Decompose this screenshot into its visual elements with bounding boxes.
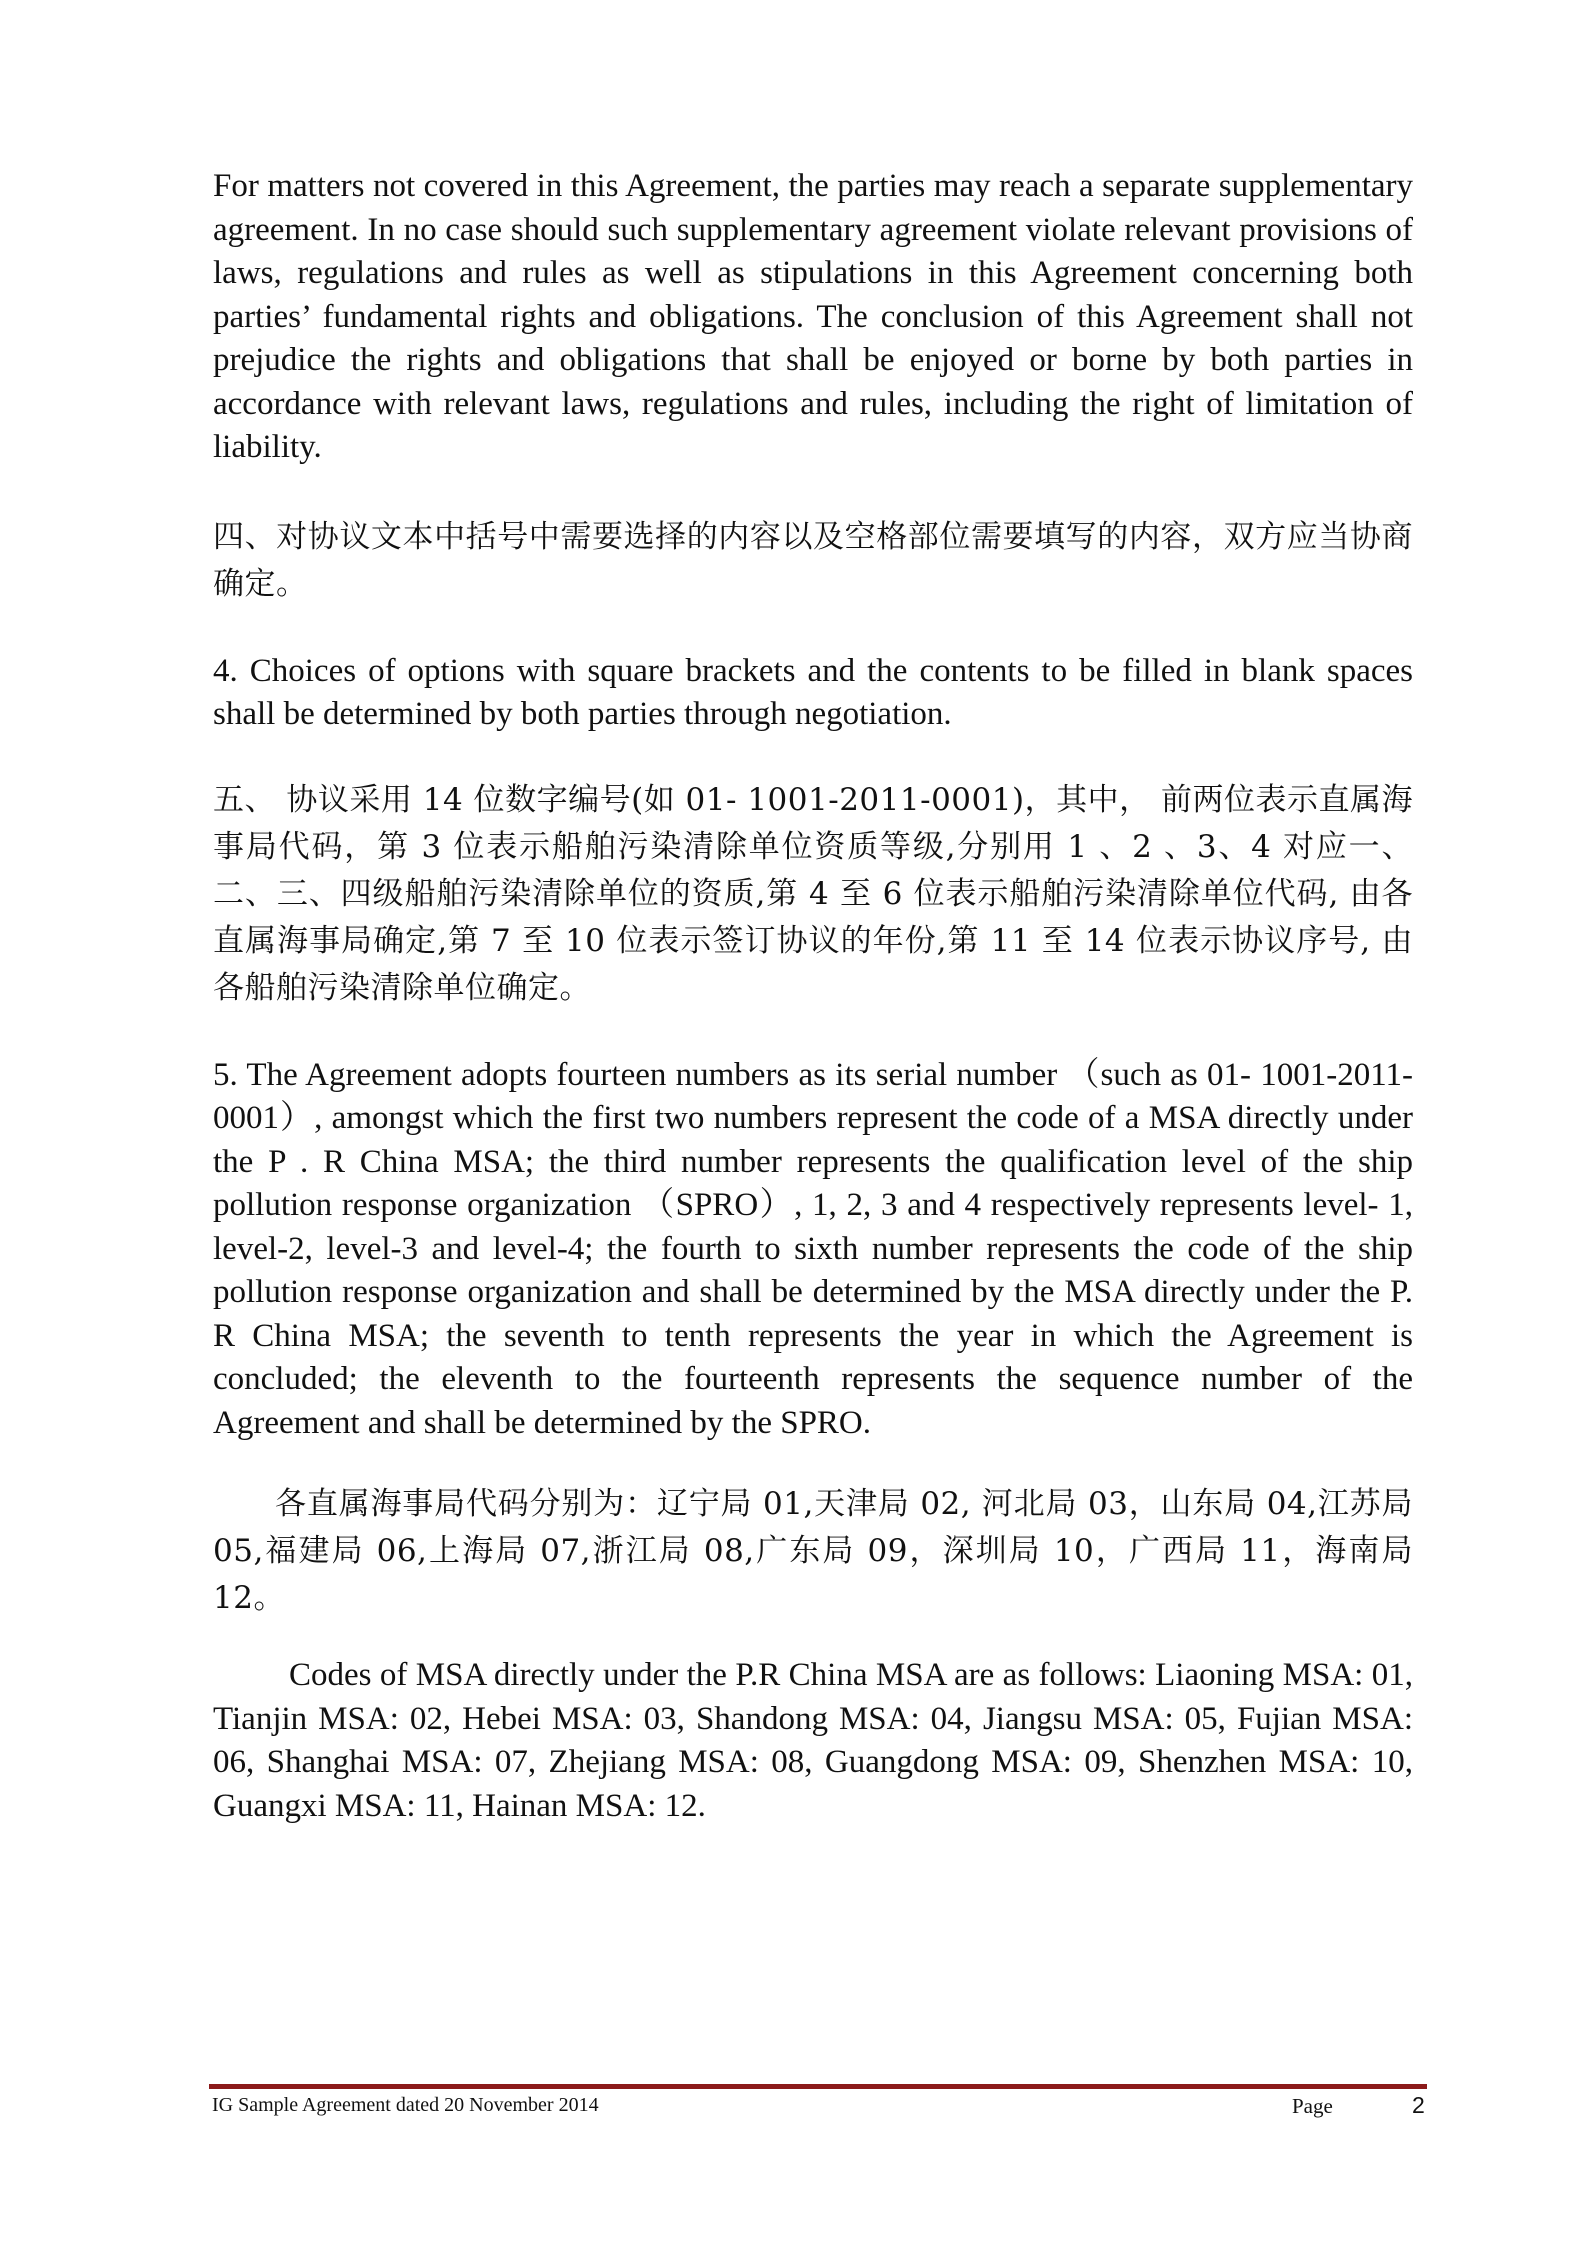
paragraph-zh-msa-codes: 各直属海事局代码分别为：辽宁局 01,天津局 02, 河北局 03，山东局 04,江苏局 05,福建局 06,上海局 07,浙江局 08,广东局 09，深圳局 10，广西局 11，海南局 12。 [213, 1486, 1413, 1616]
paragraph-en-section-5: 5. The Agreement adopts fourteen numbers as its serial number （such as 01- 1001-2011-0001）, amongst which the first two numbers represent the code of a MSA directly under the P . R China MSA; the third number represents the qualification level of the ship pollution response organization （SPRO）, 1, 2, 3 and 4 respectively represents level- 1, level-2, level-3 and level-4; the fourth to sixth number represents the code of the ship pollution response organization and shall be determined by the MSA directly under the P. R China MSA; the seventh to tenth represents the year in which the Agreement is concluded; the eleventh to the fourteenth represents the sequence number of the Agreement and shall be determined by the SPRO. [213, 1056, 1413, 1441]
footer-document-title: IG Sample Agreement dated 20 November 2014 [212, 2094, 599, 2116]
paragraph-en-section-4: 4. Choices of options with square brackets and the contents to be filled in blank spaces shall be determined by both parties through negotiation. [213, 652, 1413, 732]
paragraph-zh-section-5: 五、 协议采用 14 位数字编号(如 01- 1001-2011-0001)，其中， 前两位表示直属海事局代码，第 3 位表示船舶污染清除单位资质等级,分别用 1 、2 、3、4 对应一、二、三、四级船舶污染清除单位的资质,第 4 至 6 位表示船舶污染清除单位代码, 由各直属海事局确定,第 7 至 10 位表示签订协议的年份,第 11 至 14 位表示协议序号, 由各船舶污染清除单位确定。 [213, 781, 1413, 1006]
document-body [213, 165, 1413, 1828]
footer-page-number: 2 [1412, 2092, 1425, 2118]
footer-page-label: Page [1292, 2094, 1333, 2118]
paragraph-en-msa-codes: Codes of MSA directly under the P.R China MSA are as follows: Liaoning MSA: 01, Tianjin MSA: 02, Hebei MSA: 03, Shandong MSA: 04, Jiangsu MSA: 05, Fujian MSA: 06, Shanghai MSA: 07, Zhejiang MSA: 08, Guangdong MSA: 09, Shenzhen MSA: 10, Guangxi MSA: 11, Hainan MSA: 12. [213, 1657, 1413, 1824]
paragraph-supplementary-agreement: For matters not covered in this Agreement, the parties may reach a separate supplementary agreement. In no case should such supplementary agreement violate relevant provisions of laws, regulations and rules as well as stipulations in this Agreement concerning both parties’ fundamental rights and obligations. The conclusion of this Agreement shall not prejudice the rights and obligations that shall be enjoyed or borne by both parties in accordance with relevant laws, regulations and rules, including the right of limitation of liability. [213, 168, 1413, 465]
paragraph-zh-section-4: 四、对协议文本中括号中需要选择的内容以及空格部位需要填写的内容，双方应当协商确定。 [213, 518, 1413, 602]
footer-divider [209, 2084, 1427, 2089]
